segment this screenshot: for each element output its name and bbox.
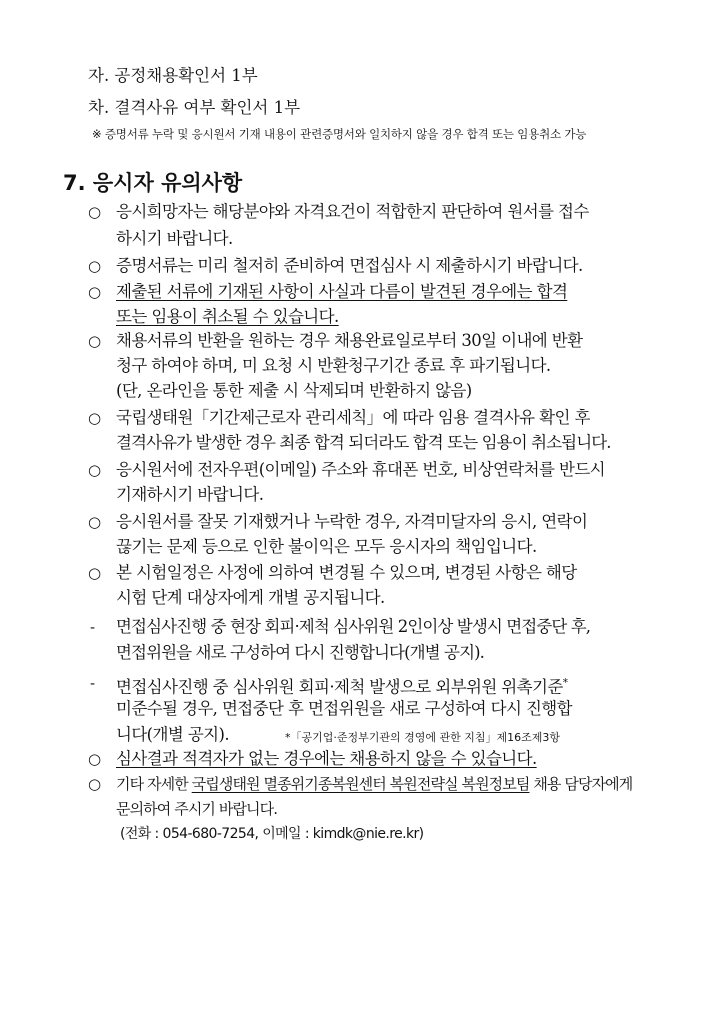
item-ja: 자. 공정채용확인서 1부: [88, 66, 258, 85]
interview-note-2-line-1: 면접심사진행 중 심사위원 회피·제척 발생으로 외부위원 위촉기준*: [116, 676, 568, 697]
notice-1-line-2: 하시기 바랍니다.: [116, 229, 233, 248]
interview-note-2-line-2: 미준수될 경우, 면접중단 후 면접위원을 새로 구성하여 다시 진행합: [116, 699, 572, 718]
note-documents: ※ 증명서류 누락 및 응시원서 기재 내용이 관련증명서와 일치하지 않을 경우 합격 또는 임용취소 가능: [92, 127, 587, 141]
notice-6-line-2: 기재하시기 바랍니다.: [116, 485, 264, 504]
notice-8-line-1: 본 시험일정은 사정에 의하여 변경될 수 있으며, 변경된 사항은 해당: [116, 563, 577, 582]
notice-9-line-1: 심사결과 적격자가 없는 경우에는 채용하지 않을 수 있습니다.: [116, 749, 537, 768]
notice-10-line-2: 문의하여 주시기 바랍니다.: [116, 800, 278, 818]
interview-note-1-line-2: 면접위원을 새로 구성하여 다시 진행합니다(개별 공지).: [116, 643, 485, 662]
contact-info: (전화 : 054-680-7254, 이메일 : kimdk@nie.re.kr): [120, 826, 424, 842]
notice-2-line-1: 증명서류는 미리 철저히 준비하여 면접심사 시 제출하시기 바랍니다.: [116, 256, 583, 275]
item-cha: 차. 결격사유 여부 확인서 1부: [88, 98, 301, 117]
notice-8-line-2: 시험 단계 대상자에게 개별 공지됩니다.: [116, 588, 385, 607]
bullet-icon: ○: [88, 775, 102, 793]
bullet-icon: ○: [88, 283, 102, 301]
bullet-icon: ○: [88, 513, 102, 531]
interview-note-1-line-1: 면접심사진행 중 현장 회피·제척 심사위원 2인이상 발생시 면접중단 후,: [116, 617, 591, 636]
section-title: 7. 응시자 유의사항: [63, 171, 243, 195]
notice-5-line-2: 결격사유가 발생한 경우 최종 합격 되더라도 합격 또는 임용이 취소됩니다.: [116, 433, 611, 452]
bullet-icon: ○: [88, 203, 102, 221]
notice-6-line-1: 응시원서에 전자우편(이메일) 주소와 휴대폰 번호, 비상연락처를 반드시: [116, 460, 606, 479]
notice-3-line-2: 또는 임용이 취소될 수 있습니다.: [116, 307, 339, 326]
bullet-icon: ○: [88, 257, 102, 275]
bullet-icon: ○: [88, 564, 102, 582]
notice-5-line-1: 국립생태원「기간제근로자 관리세칙」에 따라 임용 결격사유 확인 후: [116, 408, 590, 427]
notice-1-line-1: 응시희망자는 해당분야와 자격요건이 적합한지 판단하여 원서를 접수: [116, 202, 589, 221]
bullet-icon: ○: [88, 409, 102, 427]
notice-10-line-1: 기타 자세한 국립생태원 멸종위기종복원센터 복원전략실 복원정보팀 채용 담당자에게: [116, 775, 633, 793]
notice-7-line-2: 끊기는 문제 등으로 인한 불이익은 모두 응시자의 책임입니다.: [116, 537, 537, 556]
notice-4-line-2: 청구 하여야 하며, 미 요청 시 반환청구기간 종료 후 파기됩니다.: [116, 356, 551, 375]
footnote-marker: *: [562, 676, 568, 689]
contact-department: 국립생태원 멸종위기종복원센터 복원전략실 복원정보팀: [191, 775, 530, 793]
bullet-icon: ○: [88, 332, 102, 350]
dash-icon: -: [90, 674, 96, 692]
footnote-text: *「공기업·준정부기관의 경영에 관한 지침」제16조제3항: [285, 731, 561, 744]
dash-icon: -: [90, 618, 96, 636]
notice-3-line-1: 제출된 서류에 기재된 사항이 사실과 다름이 발견된 경우에는 합격: [116, 282, 568, 301]
notice-4-line-3: (단, 온라인을 통한 제출 시 삭제되며 반환하지 않음): [116, 381, 472, 400]
bullet-icon: ○: [88, 750, 102, 768]
notice-4-line-1: 채용서류의 반환을 원하는 경우 채용완료일로부터 30일 이내에 반환: [116, 331, 583, 350]
notice-7-line-1: 응시원서를 잘못 기재했거나 누락한 경우, 자격미달자의 응시, 연락이: [116, 512, 588, 531]
bullet-icon: ○: [88, 461, 102, 479]
interview-note-2-line-3: 니다(개별 공지).: [116, 725, 229, 744]
